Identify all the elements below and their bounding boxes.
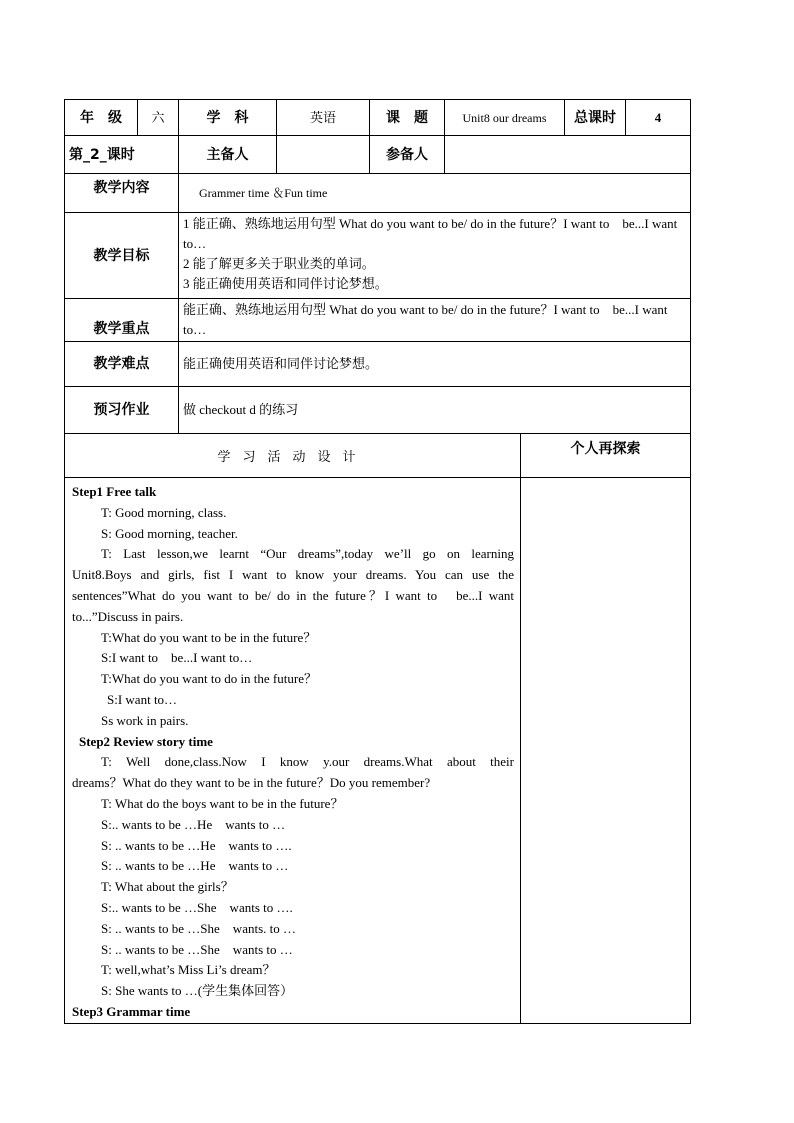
dialogue-line: S: .. wants to be …She wants. to … xyxy=(101,920,296,936)
goal-item: 3 能正确使用英语和同伴讨论梦想。 xyxy=(183,276,388,291)
lead-preparer-value xyxy=(277,136,370,174)
goals-row xyxy=(65,213,691,299)
dialogue-line: S: .. wants to be …He wants to … xyxy=(101,858,289,874)
lesson-plan-sheet xyxy=(64,99,690,1019)
content-label: 教学内容 xyxy=(65,174,179,213)
dialogue-line: S:.. wants to be …She wants to …. xyxy=(101,899,293,915)
paragraph-line: T: Well done,class.Now I know y.our dreams.What about their xyxy=(101,754,514,770)
lead-preparer-label: 主备人 xyxy=(179,136,277,174)
topic-label: 课 题 xyxy=(370,100,445,136)
dialogue-line: T: What about the girls？ xyxy=(101,879,234,895)
lesson-procedure xyxy=(65,478,521,1024)
dialogue-line: S:I want to be...I want to… xyxy=(101,650,253,666)
dialogue-line: T: What do the boys want to be in the future？ xyxy=(101,795,344,811)
dialogue-line: S: She wants to …(学生集体回答） xyxy=(101,983,294,999)
paragraph-line: T: Last lesson,we learnt “Our dreams”,today we’ll go on learning xyxy=(101,546,514,562)
subject-value: 英语 xyxy=(277,100,370,136)
paragraph-line: sentences”What do you want to be/ do in the future？I want to be...I want xyxy=(72,587,514,603)
co-preparer-label: 参备人 xyxy=(370,136,445,174)
step3-heading: Step3 Grammar time xyxy=(72,1003,191,1019)
step1-heading: Step1 Free talk xyxy=(72,484,157,499)
dialogue-line: S:I want to… xyxy=(107,691,178,707)
dialogue-line: S:.. wants to be …He wants to … xyxy=(101,816,286,832)
homework-value: 做 checkout d 的练习 xyxy=(179,387,691,434)
paragraph-line: Unit8.Boys and girls, fist I want to know your dreams. You can use the xyxy=(72,567,514,583)
dialogue-line: T: well,what’s Miss Li’s dream？ xyxy=(101,962,276,978)
activity-header-row xyxy=(65,434,691,478)
co-preparer-value xyxy=(445,136,691,174)
goal-item: 1 能正确、熟练地运用句型 What do you want to be/ do in the future？I want to be...I want to… xyxy=(183,216,678,251)
lesson-number: 第_2_课时 xyxy=(65,136,179,174)
content-row xyxy=(65,174,691,213)
goal-item: 2 能了解更多关于职业类的单词。 xyxy=(183,256,375,271)
goals-list xyxy=(179,213,691,299)
paragraph-line: dreams？What do they want to be in the future？Do you remember? xyxy=(72,775,431,791)
grade-value: 六 xyxy=(138,100,179,136)
key-points-row xyxy=(65,299,691,342)
personal-explore-cell xyxy=(521,478,691,1024)
subject-label: 学 科 xyxy=(179,100,277,136)
total-lessons-value: 4 xyxy=(626,100,691,136)
personal-explore-header: 个人再探索 xyxy=(521,434,691,478)
dialogue-line: S: .. wants to be …He wants to …. xyxy=(101,837,292,853)
paragraph-line: to...”Discuss in pairs. xyxy=(72,608,184,624)
step2-heading: Step2 Review story time xyxy=(79,733,213,749)
difficulty-row xyxy=(65,342,691,387)
total-lessons-label: 总课时 xyxy=(565,100,626,136)
lesson-info-table xyxy=(64,99,691,434)
key-points-label: 教学重点 xyxy=(65,299,179,342)
activity-design-table xyxy=(64,433,691,1024)
dialogue-line: Ss work in pairs. xyxy=(101,712,189,728)
topic-value: Unit8 our dreams xyxy=(445,100,565,136)
dialogue-line: S: Good morning, teacher. xyxy=(101,525,238,541)
dialogue-line: T:What do you want to do in the future？ xyxy=(101,671,317,687)
homework-row xyxy=(65,387,691,434)
grade-label: 年 级 xyxy=(65,100,138,136)
homework-label: 预习作业 xyxy=(65,387,179,434)
dialogue-line: S: .. wants to be …She wants to … xyxy=(101,941,293,957)
difficulty-value: 能正确使用英语和同伴讨论梦想。 xyxy=(179,342,691,387)
content-value: Grammer time ＆Fun time xyxy=(179,174,691,213)
dialogue-line: T: Good morning, class. xyxy=(101,504,227,520)
difficulty-label: 教学难点 xyxy=(65,342,179,387)
activity-design-header: 学习活动设计 xyxy=(65,434,521,478)
goals-label: 教学目标 xyxy=(65,213,179,299)
key-points-value: 能正确、熟练地运用句型 What do you want to be/ do in the future？I want to be...I want to… xyxy=(179,299,691,342)
header-row-2 xyxy=(65,136,691,174)
activity-body-row xyxy=(65,478,691,1024)
dialogue-line: T:What do you want to be in the future？ xyxy=(101,629,317,645)
header-row-1 xyxy=(65,100,691,136)
